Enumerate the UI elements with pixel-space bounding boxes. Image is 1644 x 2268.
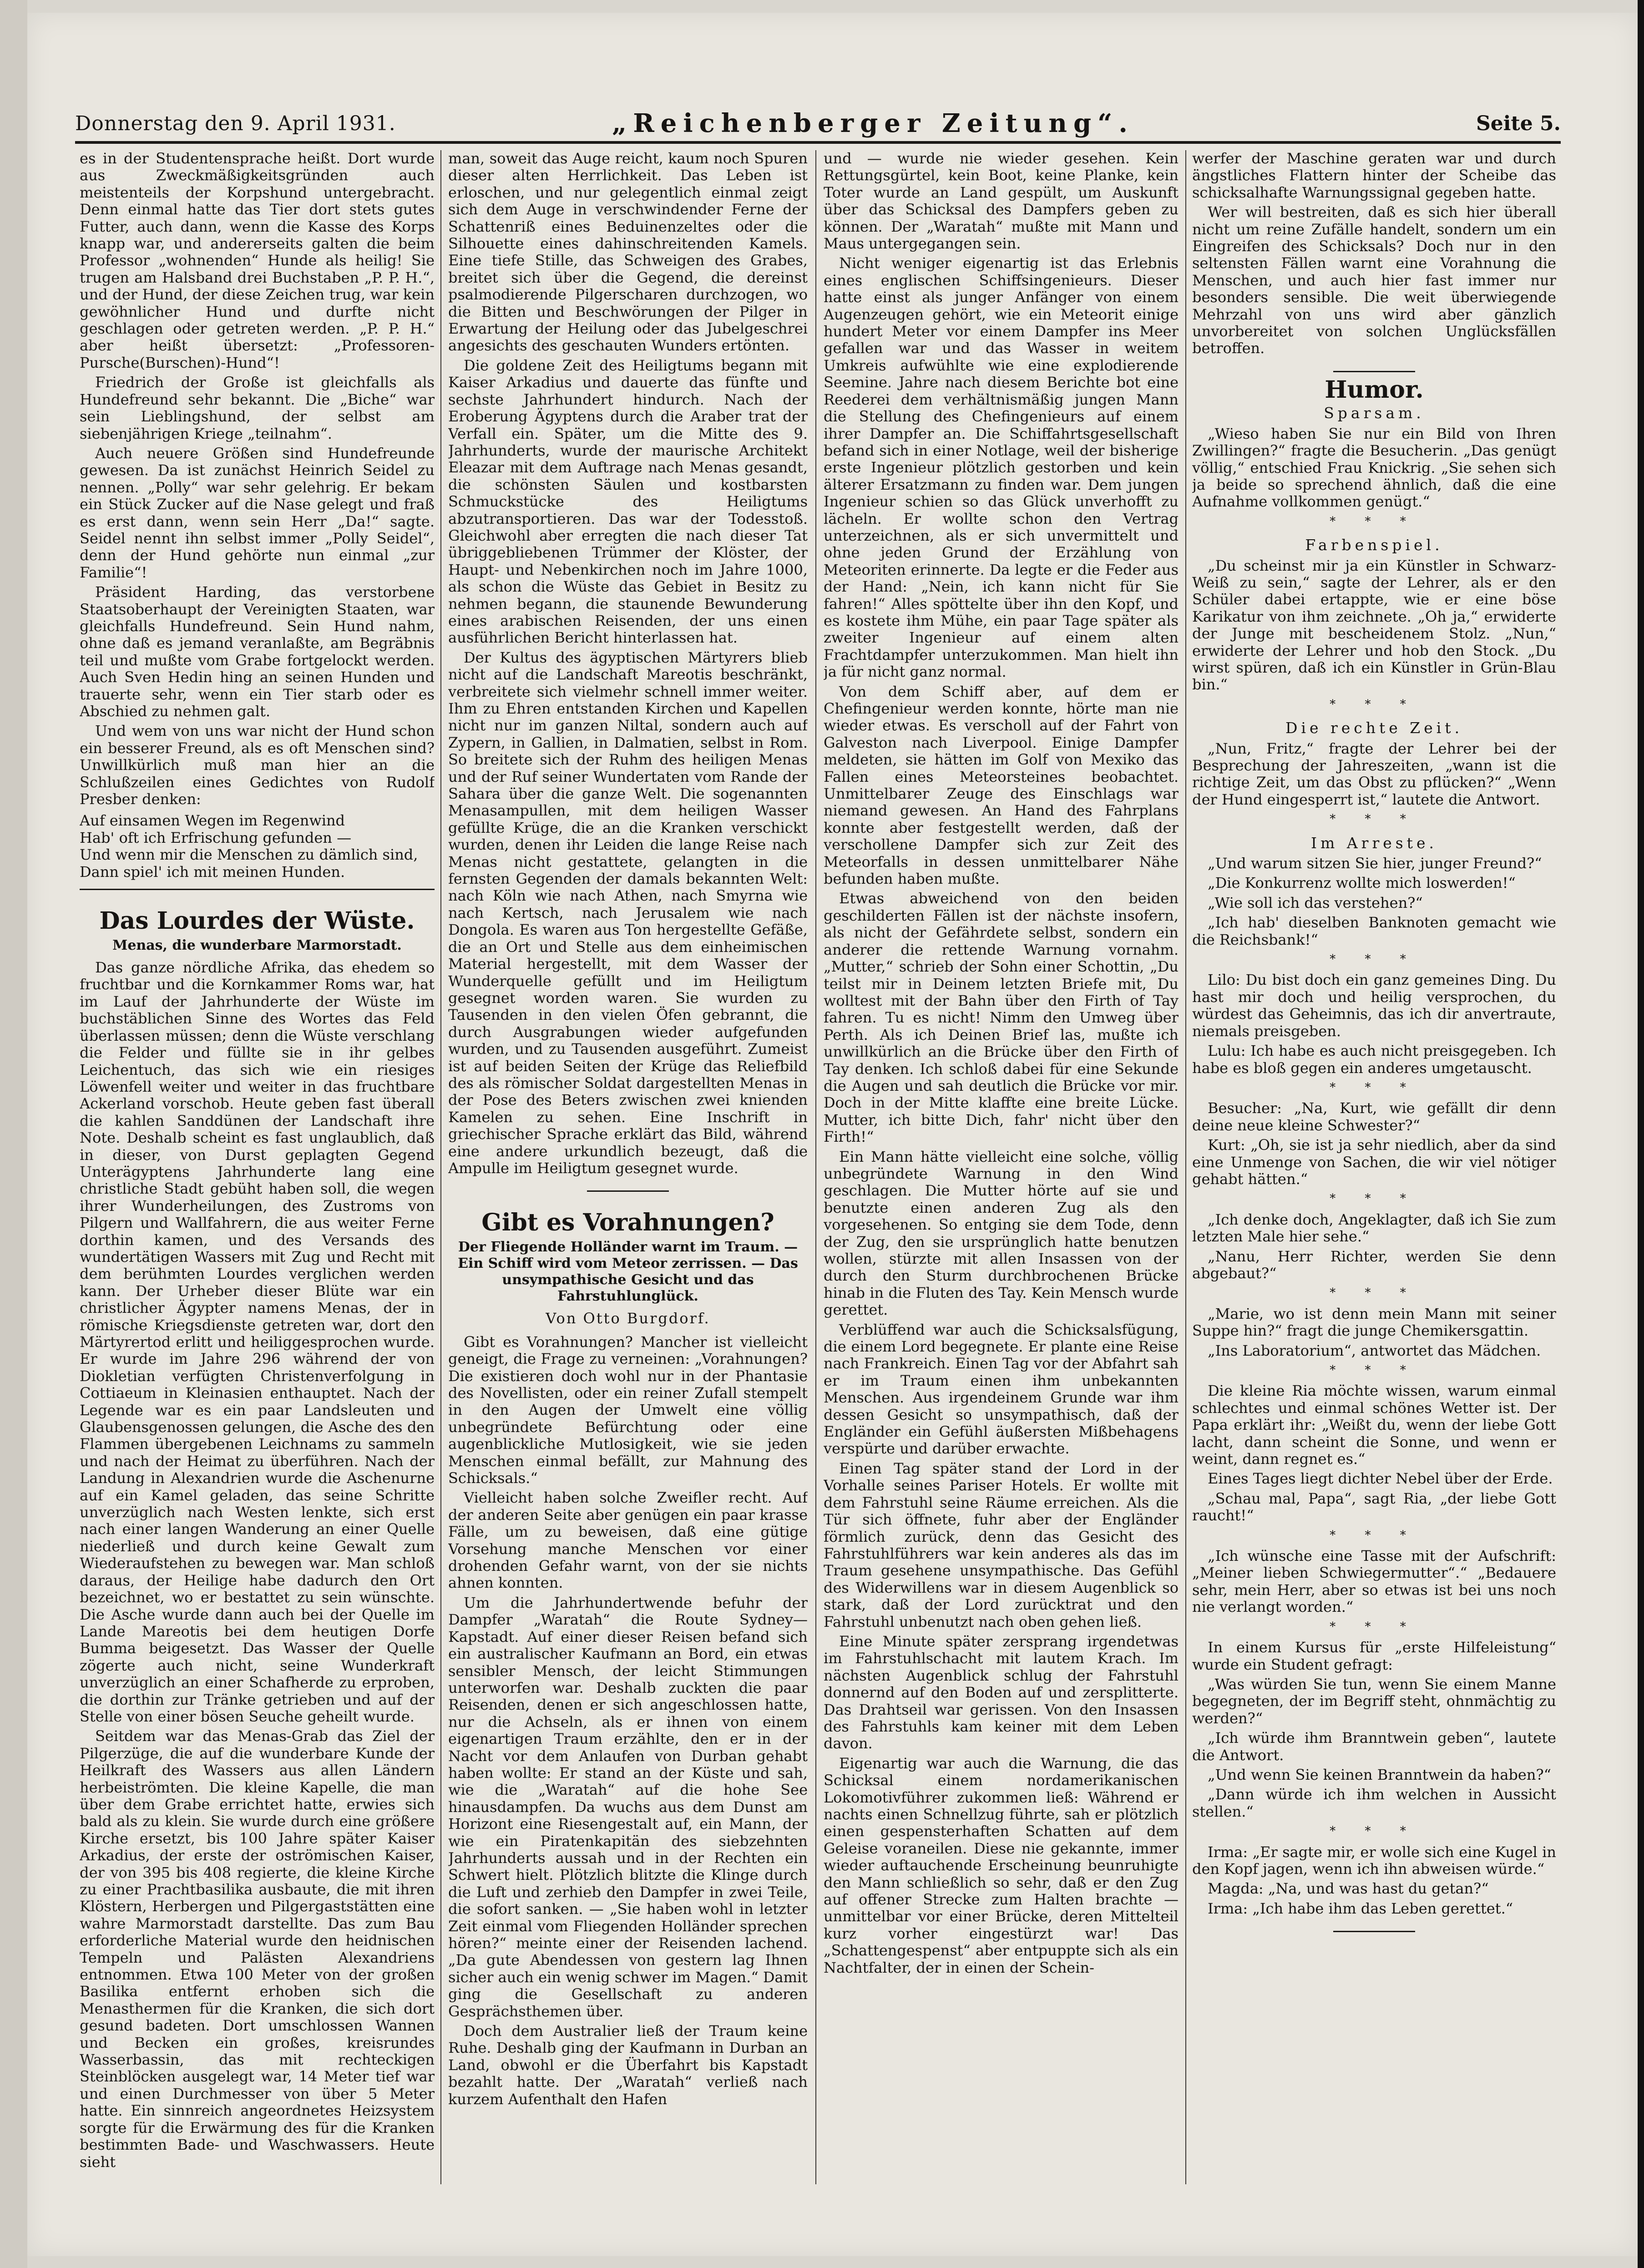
joke-text: Irma: „Ich habe ihm das Leben gerettet.“: [1208, 1899, 1513, 1917]
paragraph: Ein Mann hätte vielleicht eine solche, völlig unbegründete Warnung in den Wind geschlagen. Die Mutter hörte auf sie und benutzte einen anderen Zug als den vorgesehenen. So entging sie dem Tode, denn der Zug, den sie ursprünglich hatte benutzen wollen, stürzte mit allen Insassen von der durch den Sturm durchbrochenen Brücke hinab in die Fluten des Tay. Kein Mensch wurde gerettet.: [824, 1148, 1179, 1319]
joke-text: „Marie, wo ist denn mein Mann mit seiner Suppe hin?“ fragt die junge Chemikersgattin.: [1192, 1305, 1556, 1340]
paragraph: Nicht weniger eigenartig ist das Erlebnis eines englischen Schiffsingenieurs. Dieser hatte einst als junger Anfänger von einem Augenzeugen gehört, wie ein Meteorit einige hundert Meter vor einem Dampfer ins Meer gefallen war und das Wasser in weitem Umkreis aufwühlte wie eine explodierende Seemine. Jahre nach diesem Berichte bot eine Reederei dem verhältnismäßig jungen Mann die Stellung des Chefingenieurs auf einem ihrer Dampfer an. Die Schiffahrtsgesellschaft befand sich in einer Notlage, weil der bisherige erste Ingenieur plötzlich gestorben und kein älterer Ersatzmann zu finden war. Dem jungen Ingenieur schien so das Glück unverhofft zu lächeln. Er wollte schon den Vertrag unterzeichnen, als er sich unvermittelt und ohne jeden Grund der Erzählung von Meteoriten erinnerte. Da legte er die Feder aus der Hand: „Nein, ich kann nicht für Sie fahren!“ Alles spöttelte über ihn den Kopf, und es kostete ihm Mühe, ein paar Tage später als zweiter Ingenieur auf einem alten Frachtdampfer unterzukommen. Man hielt ihn ja für nicht ganz normal.: [824, 254, 1179, 681]
paragraph: Vielleicht haben solche Zweifler recht. Auf der anderen Seite aber genügen ein paar krasse Fälle, um zu beweisen, daß eine gütige Vorsehung manche Menschen vor einer drohenden Gefahr warnt, von der sie nichts ahnen konnten.: [448, 1489, 808, 1592]
separator-stars: * * *: [1330, 1528, 1419, 1542]
header-rule: [75, 141, 1561, 144]
joke-text: Eines Tages liegt dichter Nebel über der Erde.: [1208, 1470, 1553, 1488]
joke-text: „Ich denke doch, Angeklagter, daß ich Sie zum letzten Male hier sehe.“: [1192, 1210, 1556, 1245]
section-rule: [80, 889, 435, 890]
paragraph: Um die Jahrhundertwende befuhr der Dampfer „Waratah“ die Route Sydney—Kapstadt. Auf einer dieser Reisen befand sich ein australischer Kaufmann an Bord, ein etwas sensibler Mensch, der leicht Stimmungen unterworfen war. Deshalb zuckten die paar Reisenden, denen er sich angeschlossen hatte, nur die Achseln, als er ihnen von einem eigenartigen Traum erzählte, den er in der Nacht vor dem Anlaufen von Durban gehabt haben wollte: Er stand an der Küste und sah, wie die „Waratah“ auf die hohe See hinausdampfen. Da wuchs aus dem Dunst am Horizont eine Riesengestalt auf, ein Mann, der wie ein Piratenkapitän des siebzehnten Jahrhunderts aussah und in der Rechten ein Schwert hielt. Plötzlich blitzte die Klinge durch die Luft und zerhieb den Dampfer in zwei Teile, die sofort sanken. — „Sie haben wohl in letzter Zeit einmal vom Fliegenden Holländer sprechen hören?“ meinte einer der Reisenden lachend. „Da gute Abendessen von gestern lag Ihnen sicher auch ein wenig schwer im Magen.“ Damit ging die Gesellschaft zu anderen Gesprächsthemen über.: [448, 1594, 808, 2020]
paragraph: Eine Minute später zersprang irgendetwas im Fahrstuhlschacht mit lautem Krach. Im nächsten Augenblick schlug der Fahrstuhl donnernd auf den Boden auf und zersplitterte. Das Drahtseil war gerissen. Von den Insassen des Fahrstuhls kam keiner mit dem Leben davon.: [824, 1632, 1179, 1752]
column-divider: [440, 150, 441, 2184]
paragraph: Eigenartig war auch die Warnung, die das Schicksal einem nordamerikanischen Lokomotivführer zukommen ließ: Während er nachts einen Schnellzug führte, sah er plötzlich einen gespensterhaften Schatten auf dem Geleise voraneilen. Diese nie gekannte, immer wieder auftauchende Erscheinung beunruhigte den Mann schließlich so sehr, daß er den Zug auf offener Strecke zum Halten brachte — unmittelbar vor einer Brücke, deren Mittelteil kurz vorher eingestürzt war! Das „Schattengespenst“ aber entpuppte sich als ein Nachtfalter, der in einen der Schein-: [824, 1754, 1179, 1976]
joke-title: Farbenspiel.: [1305, 536, 1443, 554]
column-4: [1192, 150, 1556, 2189]
scan-left-edge: [0, 0, 27, 2268]
paragraph: Doch dem Australier ließ der Traum keine Ruhe. Deshalb ging der Kaufmann in Durban an Land, obwohl er die Überfahrt bis Kapstadt bezahlt hatte. Der „Waratah“ verließ nach kurzem Aufenthalt den Hafen: [448, 2022, 808, 2108]
joke-text: Irma: „Er sagte mir, er wolle sich eine Kugel in den Kopf jagen, wenn ich ihn abweisen würde.“: [1192, 1843, 1556, 1878]
newspaper-title: „Reichenberger Zeitung“.: [612, 108, 1134, 138]
joke-text: „Und wenn Sie keinen Branntwein da haben?“: [1208, 1766, 1551, 1783]
paragraph: Einen Tag später stand der Lord in der Vorhalle seines Pariser Hotels. Er wollte mit dem Fahrstuhl seine Räume erreichen. Als die Tür sich öffnete, fuhr aber der Engländer förmlich zurück, denn das Gesicht des Fahrstuhlführers war kein anderes als das im Traum gesehene unsympathische. Das Gefühl des Widerwillens war in diesem Augenblick so stark, daß der Lord zurücktrat und den Fahrstuhl unbenutzt nach oben gehen ließ.: [824, 1459, 1179, 1630]
separator-stars: * * *: [1330, 1363, 1419, 1377]
joke-text: „Wieso haben Sie nur ein Bild von Ihren Zwillingen?“ fragte die Besucherin. „Das genügt völlig,“ entschied Frau Knickrig. „Sie sehen sich ja beide so sprechend ähnlich, daß die eine Aufnahme vollkommen genügt.“: [1192, 425, 1556, 511]
poem-line: Und wenn mir die Menschen zu dämlich sind,: [80, 846, 418, 864]
separator-stars: * * *: [1330, 697, 1419, 711]
paragraph: Von dem Schiff aber, auf dem er Chefingenieur werden konnte, hörte man nie wieder etwas. Es verscholl auf der Fahrt von Galveston nach Liverpool. Einige Dampfer meldeten, sie hätten im Golf von Mexiko das Fallen eines Meteorsteines beobachtet. Unmittelbarer Zeuge des Einschlags war niemand gewesen. An Hand des Fahrplans konnte aber festgestellt werden, daß der verschollene Dampfer sich zur Zeit des Meteorfalls in dessen unmittelbarer Nähe befunden haben mußte.: [824, 683, 1179, 888]
paragraph: Auch neuere Größen sind Hundefreunde gewesen. Da ist zunächst Heinrich Seidel zu nennen. „Polly“ war sehr gelehrig. Er bekam ein Stück Zucker auf die Nase gelegt und fraß es erst dann, wenn sein Herr „Da!“ sagte. Seidel nennt ihn selbst immer „Polly Seidel“, denn der Hund gehörte nun einmal „zur Familie“!: [80, 444, 435, 581]
poem-line: Auf einsamen Wegen im Regenwind: [80, 812, 345, 830]
humor-section-heading: Humor.: [1325, 375, 1424, 404]
joke-text: „Nanu, Herr Richter, werden Sie denn abgebaut?“: [1192, 1247, 1556, 1282]
paragraph: Friedrich der Große ist gleichfalls als Hundefreund sehr bekannt. Die „Biche“ war sein Lieblingshund, der selbst am siebenjährigen Kriege „teilnahm“.: [80, 374, 435, 442]
paragraph: Wer will bestreiten, daß es sich hier überall nicht um reine Zufälle handelt, sondern um ein Eingreifen des Schicksals? Doch nur in den seltensten Fällen warnt eine Vorahnung die Menschen, und auch hier fast immer nur besonders sensible. Die weit überwiegende Mehrzahl von uns wird aber gänzlich unvorbereitet von solchen Unglücksfällen betroffen.: [1192, 203, 1556, 357]
joke-title: Im Arreste.: [1311, 834, 1437, 852]
column-1: [80, 150, 435, 2189]
poem-line: Hab' oft ich Erfrischung gefunden —: [80, 829, 352, 846]
joke-text: „Nun, Fritz,“ fragte der Lehrer bei der Besprechung der Jahreszeiten, „wann ist die richtige Zeit, um das Obst zu pflücken?“ „Wenn der Hund eingesperrt ist,“ lautete die Antwort.: [1192, 739, 1556, 808]
issue-date: Donnerstag den 9. April 1931.: [75, 112, 396, 135]
paragraph: Verblüffend war auch die Schicksalsfügung, die einem Lord begegnete. Er plante eine Reise nach Frankreich. Einen Tag vor der Abfahrt sah er im Traum einen ihm unbekannten Menschen. Aus irgendeinem Grunde war ihm dessen Gesicht so unsympathisch, daß der Engländer ein Gefühl äußersten Mißbehagens verspürte und darüber erwachte.: [824, 1321, 1179, 1458]
paragraph: Der Kultus des ägyptischen Märtyrers blieb nicht auf die Landschaft Mareotis beschränkt, verbreitete sich vielmehr schnell immer weiter. Ihm zu Ehren entstanden Kirchen und Kapellen nicht nur im ganzen Niltal, sondern auch auf Zypern, in Gallien, in Dalmatien, selbst in Rom. So breitete sich der Ruhm des heiligen Menas und der Ruf seiner Wundertaten vom Rande der Sahara über die ganze Welt. Die sogenannten Menasampullen, mit dem heiligen Wasser gefüllte Krüge, die an die Kranken verschickt wurden, denen ihr Leiden die lange Reise nach Menas nicht gestattete, gelangten in die fernsten Gegenden der damals bekannten Welt: nach Köln wie nach Athen, nach Smyrna wie nach Kertsch, nach Jerusalem wie nach Dongola. Es waren aus Ton hergestellte Gefäße, die an Ort und Stelle aus dem einheimischen Material hergestellt, mit dem Wasser der Wunderquelle gefüllt und im Heiligtum gesegnet worden waren. Sie wurden zu Tausenden in den vielen Öfen gebrannt, die durch Ausgrabungen wieder aufgefunden wurden, und zu Tausenden ausgeführt. Zumeist ist auf beiden Seiten der Krüge das Reliefbild des als römischer Soldat dargestellten Menas in der Pose des Beters zwischen zwei knienden Kamelen zu sehen. Eine Inschrift in griechischer Sprache erklärt das Bild, während eine andere urkundlich bezeugt, daß die Ampulle im Heiligtum gesegnet wurde.: [448, 648, 808, 1177]
joke-text: Die kleine Ria möchte wissen, warum einmal schlechtes und einmal schönes Wetter ist. Der Papa erklärt ihr: „Weißt du, wenn der liebe Gott lacht, dann scheint die Sonne, und wenn er weint, dann regnet es.“: [1192, 1382, 1556, 1468]
article-subheadline: Der Fliegende Holländer warnt im Traum. — Ein Schiff wird vom Meteor zerrissen. — Das unsympathische Gesicht und das Fahrstuhlunglück.: [458, 1239, 798, 1305]
joke-title: Sparsam.: [1324, 404, 1425, 422]
separator-stars: * * *: [1330, 1620, 1419, 1634]
joke-text: „Ich hab' dieselben Banknoten gemacht wie die Reichsbank!“: [1192, 914, 1556, 948]
separator-stars: * * *: [1330, 812, 1419, 826]
joke-text: Lilo: Du bist doch ein ganz gemeines Ding. Du hast mir doch und heilig versprochen, du würdest das Geheimnis, das ich dir anvertraute, niemals preisgeben.: [1192, 971, 1556, 1040]
section-rule: [1333, 371, 1415, 372]
joke-text: „Was würden Sie tun, wenn Sie einem Manne begegneten, der im Begriff steht, ohnmächtig zu werden?“: [1192, 1675, 1556, 1727]
poem-line: Dann spiel' ich mit meinen Hunden.: [80, 863, 345, 881]
paragraph: werfer der Maschine geraten war und durch ängstliches Flattern hinter der Scheibe das schicksalhafte Warnungssignal gegeben hatte.: [1192, 150, 1556, 201]
joke-text: „Wie soll ich das verstehen?“: [1208, 894, 1423, 911]
page-header: [75, 106, 1561, 142]
joke-text: Besucher: „Na, Kurt, wie gefällt dir denn deine neue kleine Schwester?“: [1192, 1099, 1556, 1134]
separator-stars: * * *: [1330, 1286, 1419, 1300]
paragraph: Das ganze nördliche Afrika, das ehedem so fruchtbar und die Kornkammer Roms war, hat im Lauf der Jahrhunderte der Wüste im buchstäblichen Sinne des Wortes das Feld überlassen müssen; denn die Wüste verschlang die Felder und füllte sie in ihr gelbes Leichentuch, das sich wie ein riesiges Löwenfell weiter und weiter in das fruchtbare Ackerland vorschob. Heute geben fast überall die kahlen Sanddünen der Landschaft ihre Note. Deshalb scheint es fast unglaublich, daß in dieser, von Durst geplagten Gegend Unterägyptens Jahrhunderte lang eine christliche Stadt gebüht haben soll, die wegen ihrer Wunderheilungen, des Zustroms von Pilgern und Wallfahrern, die aus weiter Ferne dorthin kamen, und des Versands des wundertätigen Wassers mit Zug und Recht mit dem berühmten Lourdes verglichen werden kann. Der Urheber dieser Blüte war ein christlicher Ägypter namens Menas, der in römische Kriegsdienste getreten war, dort den Märtyrertod erlitt und heiliggesprochen wurde. Er wurde im Jahre 296 während der von Diokletian verfügten Christenverfolgung in Cottiaeum in Kleinasien enthauptet. Nach der Legende war es ein paar Landsleuten und Glaubensgenossen gelungen, die Asche des den Flammen übergebenen Leichnams zu sammeln und nach der Heimat zu überführen. Nach der Landung in Alexandrien wurde die Aschenurne auf ein Kamel geladen, das seine Schritte unverzüglich nach Westen lenkte, sich erst nach einer langen Wanderung an einer Quelle niederließ und durch keine Gewalt zum Wiederaufstehen zu bewegen war. Man schloß daraus, der Heilige habe dadurch den Ort bezeichnet, wo er bestattet zu sein wünschte. Die Asche wurde dann auch bei der Quelle im Lande Mareotis bei dem heutigen Dorfe Bumma beigesetzt. Das Wasser der Quelle zögerte auch nicht, seine Wunderkraft unverzüglich an einer Schafherde zu erproben, die dorthin zur Tränke getrieben und auf der Stelle von einer bösen Seuche geheilt wurde.: [80, 959, 435, 1725]
joke-title: Die rechte Zeit.: [1285, 719, 1463, 737]
paragraph: Gibt es Vorahnungen? Mancher ist vielleicht geneigt, die Frage zu verneinen: „Vorahnungen? Die existieren doch wohl nur in der Phantasie des Novellisten, oder ein reiner Zufall stempelt in den Augen der Umwelt eine völlig unbegründete Befürchtung oder eine augenblickliche Mutlosigkeit, wie sie jeden Menschen einmal befällt, zur Mahnung des Schicksals.“: [448, 1333, 808, 1487]
column-3: [824, 150, 1179, 2189]
poem: [80, 812, 435, 881]
paragraph: Präsident Harding, das verstorbene Staatsoberhaupt der Vereinigten Staaten, war gleichfalls Hundefreund. Sein Hund nahm, ohne daß es jemand veranlaßte, am Begräbnis teil und mußte vom Grabe fortgelockt werden. Auch Sven Hedin hing an seinen Hunden und trauerte sehr, wenn ein Tier starb oder es Abschied zu nehmen galt.: [80, 583, 435, 720]
joke-text: Kurt: „Oh, sie ist ja sehr niedlich, aber da sind eine Unmenge von Sachen, die wir viel nötiger gehabt hätten.“: [1192, 1136, 1556, 1188]
article-byline: Von Otto Burgdorf.: [546, 1310, 710, 1327]
paragraph: es in der Studentensprache heißt. Dort wurde aus Zweckmäßigkeitsgründen auch meistenteils der Korpshund untergebracht. Denn einmal hatte das Tier dort stets gutes Futter, auch dann, wenn die Kasse des Korps knapp war, und andererseits galten die beim Professor „wohnenden“ Hunde als heilig! Sie trugen am Halsband drei Buchstaben „P. P. H.“, und der Hund, der diese Zeichen trug, war kein gewöhnlicher Hund und durfte nicht geschlagen oder getreten werden. „P. P. H.“ aber heißt übersetzt: „Professoren-Pursche(Burschen)-Hund“!: [80, 150, 435, 371]
separator-stars: * * *: [1330, 514, 1419, 528]
joke-text: „Dann würde ich ihm welchen in Aussicht stellen.“: [1192, 1786, 1556, 1820]
section-rule: [587, 1190, 669, 1192]
column-divider: [815, 150, 816, 2184]
end-rule: [1333, 1931, 1415, 1932]
paragraph: und — wurde nie wieder gesehen. Kein Rettungsgürtel, kein Boot, keine Planke, kein Toter wurde an Land gespült, um Auskunft über das Schicksal des Dampfers geben zu können. Der „Waratah“ mußte mit Mann und Maus untergegangen sein.: [824, 150, 1179, 253]
paragraph: Etwas abweichend von den beiden geschilderten Fällen ist der nächste insofern, als nicht der Gefährdete selbst, sondern ein anderer die rettende Warnung vornahm. „Mutter,“ schrieb der Sohn einer Schottin, „Du teilst mir in Deinem letzten Briefe mit, Du wolltest mit der Bahn über den Firth of Tay fahren. Tu es nicht! Nimm den Umweg über Perth. Als ich Deinen Brief las, mußte ich unwillkürlich an die Brücke über den Firth of Tay denken. Ich schloß dabei für eine Sekunde die Augen und sah deutlich die Brücke vor mir. Doch in der Mitte klaffte eine breite Lücke. Mutter, ich bitte Dich, fahr' nicht über den Firth!“: [824, 890, 1179, 1146]
joke-text: „Ich würde ihm Branntwein geben“, lautete die Antwort.: [1192, 1729, 1556, 1764]
joke-text: „Und warum sitzen Sie hier, junger Freund?“: [1208, 855, 1542, 872]
joke-text: „Die Konkurrenz wollte mich loswerden!“: [1208, 874, 1516, 892]
joke-text: „Schau mal, Papa“, sagt Ria, „der liebe Gott raucht!“: [1192, 1489, 1556, 1524]
page-number: Seite 5.: [1476, 112, 1561, 135]
joke-text: „Du scheinst mir ja ein Künstler in Schwarz-Weiß zu sein,“ sagte der Lehrer, als er den Schüler dabei ertappte, wie er eine böse Karikatur von ihm zeichnete. „Oh ja,“ erwiderte der Junge mit bescheidenem Stolz. „Nun,“ erwiderte der Lehrer und hob den Stock. „Du wirst spüren, daß ich ein Künstler in Grün-Blau bin.“: [1192, 557, 1556, 694]
paragraph: Seitdem war das Menas-Grab das Ziel der Pilgerzüge, die auf die wunderbare Kunde der Heilkraft des Wassers aus allen Ländern herbeiströmten. Die kleine Kapelle, die man über dem Grabe errichtet hatte, erwies sich bald als zu klein. Sie wurde durch eine größere Kirche ersetzt, bis 100 Jahre später Kaiser Arkadius, der erste der oströmischen Kaiser, der von 395 bis 408 regierte, die kleine Kirche zu einer Prachtbasilika ausbaute, die mit ihren Klöstern, Herbergen und Pilgergaststätten eine wahre Marmorstadt darstellte. Das zum Bau erforderliche Material wurde den heidnischen Tempeln und Palästen Alexandriens entnommen. Etwa 100 Meter von der großen Basilika entfernt erhoben sich die Menasthermen für die Kranken, die sich dort gesund badeten. Dort umschlossen Wannen und Becken ein großes, kreisrundes Wasserbassin, das mit rechteckigen Steinblöcken ausgelegt war, 14 Meter tief war und einen Durchmesser von über 5 Meter hatte. Ein sinnreich angeordnetes Heizsystem sorgte für die Erwärmung des für die Kranken bestimmten Bade- und Waschwassers. Heute sieht: [80, 1727, 435, 2171]
joke-text: Magda: „Na, und was hast du getan?“: [1208, 1880, 1489, 1898]
separator-stars: * * *: [1330, 1192, 1419, 1206]
paragraph: man, soweit das Auge reicht, kaum noch Spuren dieser alten Herrlichkeit. Das Leben ist erloschen, und nur gelegentlich einmal zeigt sich dem Auge in verschwindender Ferne der Schattenriß eines Beduinenzeltes oder die Silhouette eines dahinschreitenden Kamels. Eine tiefe Stille, das Schweigen des Grabes, breitet sich über die Gegend, die dereinst psalmodierende Pilgerscharen durchzogen, wo die Bitten und Beschwörungen der Pilger in Erwartung der Heilung oder das Jubelgeschrei angesichts des geschauten Wunders ertönten.: [448, 150, 808, 354]
article-headline: Das Lourdes der Wüste.: [99, 907, 415, 935]
joke-text: „Ich wünsche eine Tasse mit der Aufschrift: „Meiner lieben Schwiegermutter“.“ „Bedauere sehr, mein Herr, aber so etwas ist bei uns noch nie verlangt worden.“: [1192, 1547, 1556, 1616]
paragraph: Die goldene Zeit des Heiligtums begann mit Kaiser Arkadius und dauerte das fünfte und sechste Jahrhundert hindurch. Nach der Eroberung Ägyptens durch die Araber trat der Verfall ein. Später, um die Mitte des 9. Jahrhunderts, wurde der maurische Architekt Eleazar mit dem Auftrage nach Menas gesandt, die schönsten Säulen und kostbarsten Schmuckstücke des Heiligtums abzutransportieren. Das war der Todesstoß. Gleichwohl aber erregten die nach dieser Tat übriggebliebenen Trümmer der Klöster, der Haupt- und Nebenkirchen noch im Jahre 1000, als schon die Wüste das Gebiet in Besitz zu nehmen begann, die staunende Bewunderung eines arabischen Reisenden, der uns einen ausführlichen Bericht hinterlassen hat.: [448, 356, 808, 647]
article-headline: Gibt es Vorahnungen?: [481, 1209, 774, 1237]
column-divider: [1185, 150, 1186, 2184]
scan-right-border: [1638, 0, 1644, 2268]
paragraph: Und wem von uns war nicht der Hund schon ein besserer Freund, als es oft Menschen sind? Unwillkürlich muß man hier an die Schlußzeilen eines Gedichtes von Rudolf Presber denken:: [80, 722, 435, 808]
separator-stars: * * *: [1330, 952, 1419, 967]
article-subheadline: Menas, die wunderbare Marmorstadt.: [112, 937, 402, 954]
column-2: [448, 150, 808, 2189]
separator-stars: * * *: [1330, 1080, 1419, 1094]
joke-text: Lulu: Ich habe es auch nicht preisgegeben. Ich habe es bloß gegen ein anderes umgetauscht.: [1192, 1042, 1556, 1077]
joke-text: In einem Kursus für „erste Hilfeleistung“ wurde ein Student gefragt:: [1192, 1639, 1556, 1673]
joke-text: „Ins Laboratorium“, antwortet das Mädchen.: [1208, 1342, 1541, 1359]
separator-stars: * * *: [1330, 1824, 1419, 1838]
